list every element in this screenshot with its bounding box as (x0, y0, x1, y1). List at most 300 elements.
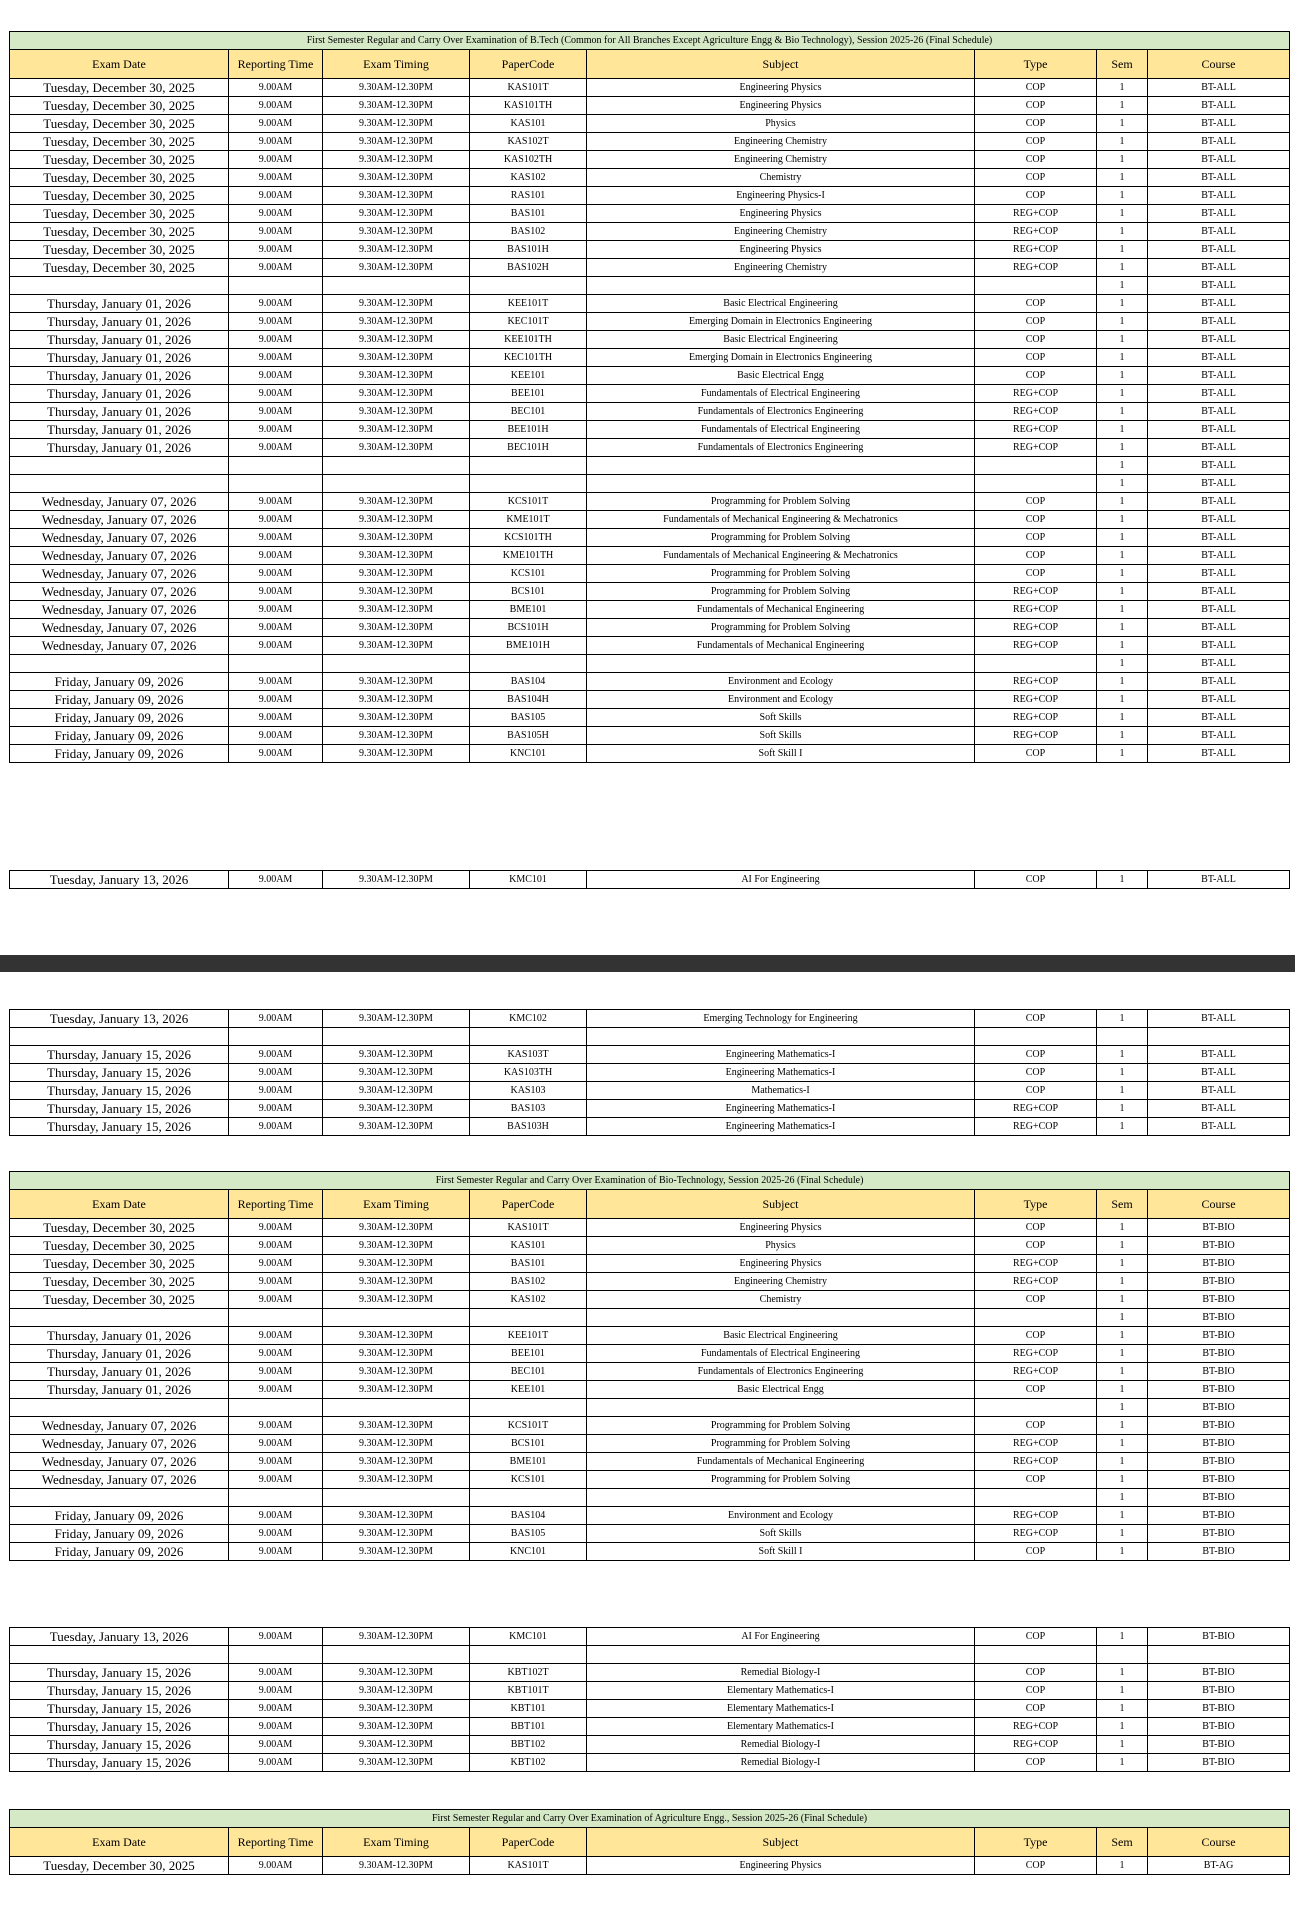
table-row (10, 1255, 1290, 1273)
cell-exam-timing: 9.30AM-12.30PM (323, 1082, 470, 1100)
table-row (10, 1664, 1290, 1682)
cell-subject (587, 457, 975, 475)
cell-exam-date: Wednesday, January 07, 2026 (10, 1453, 229, 1471)
cell-course: BT-ALL (1148, 169, 1290, 187)
cell-sem: 1 (1097, 475, 1148, 493)
cell-sem: 1 (1097, 511, 1148, 529)
section-title: First Semester Regular and Carry Over Examination of Bio-Technology, Session 2025-26 (Final Schedule) (10, 1172, 1290, 1190)
cell-course: BT-ALL (1148, 655, 1290, 673)
cell-exam-date: Tuesday, December 30, 2025 (10, 1255, 229, 1273)
cell-sem: 1 (1097, 1543, 1148, 1561)
cell-type: REG+COP (975, 637, 1097, 655)
cell-course: BT-BIO (1148, 1736, 1290, 1754)
cell-subject: Engineering Chemistry (587, 223, 975, 241)
cell-exam-date (10, 1309, 229, 1327)
table-row (10, 1082, 1290, 1100)
cell-exam-date (10, 1646, 229, 1664)
cell-reporting-time: 9.00AM (229, 169, 323, 187)
table-row (10, 79, 1290, 97)
cell-type: COP (975, 547, 1097, 565)
column-header-sem: Sem (1097, 1190, 1148, 1219)
cell-exam-timing: 9.30AM-12.30PM (323, 511, 470, 529)
cell-type: COP (975, 1327, 1097, 1345)
cell-paper-code (470, 457, 587, 475)
table-row (10, 1646, 1290, 1664)
cell-sem (1097, 1028, 1148, 1046)
cell-course: BT-BIO (1148, 1435, 1290, 1453)
cell-reporting-time: 9.00AM (229, 223, 323, 241)
column-header-type: Type (975, 1190, 1097, 1219)
column-header-row (10, 1828, 1290, 1857)
cell-reporting-time: 9.00AM (229, 1064, 323, 1082)
cell-type: COP (975, 187, 1097, 205)
cell-exam-timing: 9.30AM-12.30PM (323, 439, 470, 457)
cell-paper-code: KEE101 (470, 1381, 587, 1399)
cell-reporting-time: 9.00AM (229, 313, 323, 331)
cell-course: BT-ALL (1148, 529, 1290, 547)
cell-exam-timing: 9.30AM-12.30PM (323, 421, 470, 439)
cell-reporting-time (229, 1309, 323, 1327)
cell-exam-timing: 9.30AM-12.30PM (323, 223, 470, 241)
table-row (10, 1327, 1290, 1345)
cell-subject: Engineering Chemistry (587, 1273, 975, 1291)
table-row (10, 1507, 1290, 1525)
cell-exam-timing: 9.30AM-12.30PM (323, 1100, 470, 1118)
cell-sem: 1 (1097, 1345, 1148, 1363)
cell-sem: 1 (1097, 79, 1148, 97)
cell-reporting-time: 9.00AM (229, 709, 323, 727)
cell-exam-date: Wednesday, January 07, 2026 (10, 601, 229, 619)
cell-reporting-time: 9.00AM (229, 1664, 323, 1682)
cell-course: BT-BIO (1148, 1219, 1290, 1237)
cell-exam-date: Tuesday, December 30, 2025 (10, 169, 229, 187)
cell-sem: 1 (1097, 1309, 1148, 1327)
cell-subject (587, 475, 975, 493)
column-header-exam-timing: Exam Timing (323, 1828, 470, 1857)
cell-exam-date: Wednesday, January 07, 2026 (10, 637, 229, 655)
cell-reporting-time: 9.00AM (229, 1255, 323, 1273)
cell-type: REG+COP (975, 1255, 1097, 1273)
table-row (10, 1100, 1290, 1118)
cell-subject: Remedial Biology-I (587, 1664, 975, 1682)
cell-exam-date: Tuesday, December 30, 2025 (10, 223, 229, 241)
cell-subject: Physics (587, 1237, 975, 1255)
cell-subject (587, 1309, 975, 1327)
table-row (10, 223, 1290, 241)
cell-type: COP (975, 1754, 1097, 1772)
cell-exam-date (10, 1028, 229, 1046)
cell-exam-date: Friday, January 09, 2026 (10, 1525, 229, 1543)
cell-exam-date: Tuesday, December 30, 2025 (10, 151, 229, 169)
cell-paper-code (470, 1309, 587, 1327)
cell-sem: 1 (1097, 151, 1148, 169)
cell-subject: Fundamentals of Mechanical Engineering (587, 1453, 975, 1471)
cell-paper-code (470, 1399, 587, 1417)
cell-exam-date: Wednesday, January 07, 2026 (10, 583, 229, 601)
cell-reporting-time: 9.00AM (229, 1417, 323, 1435)
table-row (10, 871, 1290, 889)
cell-reporting-time: 9.00AM (229, 1857, 323, 1875)
cell-sem: 1 (1097, 349, 1148, 367)
cell-exam-timing: 9.30AM-12.30PM (323, 79, 470, 97)
cell-reporting-time: 9.00AM (229, 367, 323, 385)
cell-course: BT-BIO (1148, 1417, 1290, 1435)
cell-type: REG+COP (975, 1453, 1097, 1471)
cell-type: REG+COP (975, 583, 1097, 601)
cell-exam-timing: 9.30AM-12.30PM (323, 169, 470, 187)
cell-subject: Engineering Physics (587, 79, 975, 97)
cell-exam-timing: 9.30AM-12.30PM (323, 1064, 470, 1082)
cell-reporting-time (229, 475, 323, 493)
column-header-paper-code: PaperCode (470, 1828, 587, 1857)
table-row (10, 1543, 1290, 1561)
cell-course: BT-BIO (1148, 1628, 1290, 1646)
cell-sem: 1 (1097, 313, 1148, 331)
table-row (10, 1754, 1290, 1772)
cell-paper-code: BAS102 (470, 223, 587, 241)
cell-type: COP (975, 529, 1097, 547)
table-row (10, 439, 1290, 457)
cell-reporting-time: 9.00AM (229, 1543, 323, 1561)
cell-reporting-time: 9.00AM (229, 1046, 323, 1064)
cell-paper-code: KAS101 (470, 1237, 587, 1255)
cell-exam-date: Friday, January 09, 2026 (10, 1507, 229, 1525)
btech-all-schedule-continued (9, 870, 1290, 889)
cell-course: BT-AG (1148, 1857, 1290, 1875)
cell-course: BT-ALL (1148, 727, 1290, 745)
cell-exam-timing: 9.30AM-12.30PM (323, 313, 470, 331)
cell-course: BT-ALL (1148, 547, 1290, 565)
cell-exam-date: Thursday, January 01, 2026 (10, 1345, 229, 1363)
cell-reporting-time (229, 457, 323, 475)
cell-subject: Remedial Biology-I (587, 1736, 975, 1754)
table-row (10, 1363, 1290, 1381)
cell-reporting-time: 9.00AM (229, 1327, 323, 1345)
cell-paper-code: BME101H (470, 637, 587, 655)
cell-subject: Physics (587, 115, 975, 133)
cell-course: BT-ALL (1148, 1064, 1290, 1082)
cell-paper-code: KAS102TH (470, 151, 587, 169)
cell-course: BT-ALL (1148, 79, 1290, 97)
cell-exam-timing: 9.30AM-12.30PM (323, 385, 470, 403)
cell-type: COP (975, 133, 1097, 151)
cell-reporting-time: 9.00AM (229, 601, 323, 619)
cell-exam-date: Thursday, January 01, 2026 (10, 439, 229, 457)
cell-sem: 1 (1097, 259, 1148, 277)
cell-course: BT-ALL (1148, 205, 1290, 223)
cell-reporting-time: 9.00AM (229, 1273, 323, 1291)
cell-exam-timing: 9.30AM-12.30PM (323, 1700, 470, 1718)
table-row (10, 1682, 1290, 1700)
cell-paper-code (470, 277, 587, 295)
cell-subject: Programming for Problem Solving (587, 1435, 975, 1453)
cell-paper-code: BCS101 (470, 1435, 587, 1453)
cell-type: COP (975, 745, 1097, 763)
table-row (10, 529, 1290, 547)
cell-reporting-time: 9.00AM (229, 745, 323, 763)
cell-reporting-time: 9.00AM (229, 259, 323, 277)
cell-paper-code: KAS102 (470, 1291, 587, 1309)
cell-paper-code: BME101 (470, 601, 587, 619)
cell-course: BT-ALL (1148, 313, 1290, 331)
cell-paper-code: KEC101TH (470, 349, 587, 367)
cell-type: COP (975, 1237, 1097, 1255)
cell-reporting-time: 9.00AM (229, 115, 323, 133)
cell-exam-date: Tuesday, January 13, 2026 (10, 1010, 229, 1028)
table-row (10, 1628, 1290, 1646)
cell-type (975, 1309, 1097, 1327)
cell-course: BT-ALL (1148, 745, 1290, 763)
cell-paper-code: BCS101 (470, 583, 587, 601)
table-row (10, 511, 1290, 529)
cell-exam-timing: 9.30AM-12.30PM (323, 493, 470, 511)
section-title-row (10, 32, 1290, 50)
cell-subject: Soft Skills (587, 1525, 975, 1543)
cell-exam-timing: 9.30AM-12.30PM (323, 1237, 470, 1255)
section-title: First Semester Regular and Carry Over Examination of Agriculture Engg., Session 2025-26 (Final Schedule) (10, 1810, 1290, 1828)
cell-reporting-time: 9.00AM (229, 421, 323, 439)
cell-paper-code: KCS101 (470, 1471, 587, 1489)
table-row (10, 295, 1290, 313)
cell-exam-date (10, 475, 229, 493)
cell-subject: Emerging Domain in Electronics Engineering (587, 313, 975, 331)
column-header-exam-date: Exam Date (10, 50, 229, 79)
cell-sem: 1 (1097, 421, 1148, 439)
cell-exam-date (10, 655, 229, 673)
cell-subject: Soft Skill I (587, 1543, 975, 1561)
cell-subject: Engineering Chemistry (587, 259, 975, 277)
cell-paper-code: KBT101T (470, 1682, 587, 1700)
cell-exam-timing: 9.30AM-12.30PM (323, 1628, 470, 1646)
cell-course: BT-ALL (1148, 1100, 1290, 1118)
cell-reporting-time: 9.00AM (229, 673, 323, 691)
cell-type: COP (975, 1219, 1097, 1237)
cell-exam-date: Tuesday, January 13, 2026 (10, 1628, 229, 1646)
cell-paper-code: KAS102 (470, 169, 587, 187)
cell-type: COP (975, 871, 1097, 889)
cell-type: COP (975, 1700, 1097, 1718)
cell-exam-date: Wednesday, January 07, 2026 (10, 565, 229, 583)
column-header-exam-date: Exam Date (10, 1190, 229, 1219)
cell-reporting-time: 9.00AM (229, 1010, 323, 1028)
cell-exam-timing: 9.30AM-12.30PM (323, 1435, 470, 1453)
table-row (10, 583, 1290, 601)
cell-paper-code: KNC101 (470, 745, 587, 763)
cell-reporting-time: 9.00AM (229, 727, 323, 745)
cell-course: BT-ALL (1148, 1082, 1290, 1100)
cell-course: BT-ALL (1148, 673, 1290, 691)
cell-sem: 1 (1097, 169, 1148, 187)
cell-paper-code: BEC101H (470, 439, 587, 457)
cell-reporting-time: 9.00AM (229, 1453, 323, 1471)
table-row (10, 385, 1290, 403)
table-row (10, 1291, 1290, 1309)
cell-subject: Environment and Ecology (587, 1507, 975, 1525)
table-row (10, 1064, 1290, 1082)
cell-type: COP (975, 511, 1097, 529)
cell-course: BT-BIO (1148, 1664, 1290, 1682)
cell-course: BT-ALL (1148, 1118, 1290, 1136)
cell-type: COP (975, 331, 1097, 349)
cell-course: BT-BIO (1148, 1273, 1290, 1291)
cell-type: REG+COP (975, 1345, 1097, 1363)
cell-reporting-time: 9.00AM (229, 187, 323, 205)
cell-sem: 1 (1097, 583, 1148, 601)
cell-exam-date: Tuesday, December 30, 2025 (10, 241, 229, 259)
cell-course: BT-BIO (1148, 1291, 1290, 1309)
cell-sem: 1 (1097, 1700, 1148, 1718)
cell-sem: 1 (1097, 619, 1148, 637)
table-row (10, 673, 1290, 691)
table-row (10, 1525, 1290, 1543)
cell-sem: 1 (1097, 1100, 1148, 1118)
cell-reporting-time: 9.00AM (229, 493, 323, 511)
table-row (10, 169, 1290, 187)
cell-reporting-time: 9.00AM (229, 1525, 323, 1543)
cell-reporting-time: 9.00AM (229, 205, 323, 223)
cell-exam-timing: 9.30AM-12.30PM (323, 1345, 470, 1363)
cell-subject: AI For Engineering (587, 1628, 975, 1646)
cell-reporting-time: 9.00AM (229, 1736, 323, 1754)
cell-course: BT-ALL (1148, 601, 1290, 619)
cell-exam-date: Wednesday, January 07, 2026 (10, 1417, 229, 1435)
cell-reporting-time: 9.00AM (229, 403, 323, 421)
section-title-row (10, 1172, 1290, 1190)
column-header-course: Course (1148, 1828, 1290, 1857)
cell-paper-code: BAS101 (470, 205, 587, 223)
cell-sem: 1 (1097, 457, 1148, 475)
cell-exam-date: Thursday, January 01, 2026 (10, 295, 229, 313)
cell-exam-timing (323, 277, 470, 295)
cell-sem: 1 (1097, 1718, 1148, 1736)
table-row (10, 601, 1290, 619)
table-row (10, 367, 1290, 385)
cell-subject: AI For Engineering (587, 871, 975, 889)
cell-type (975, 1646, 1097, 1664)
cell-type: REG+COP (975, 1363, 1097, 1381)
table-row (10, 349, 1290, 367)
cell-exam-timing: 9.30AM-12.30PM (323, 1664, 470, 1682)
cell-subject: Programming for Problem Solving (587, 493, 975, 511)
cell-sem: 1 (1097, 1046, 1148, 1064)
cell-subject (587, 1646, 975, 1664)
cell-paper-code: BAS105 (470, 709, 587, 727)
cell-exam-date: Thursday, January 15, 2026 (10, 1046, 229, 1064)
cell-course: BT-ALL (1148, 133, 1290, 151)
column-header-exam-timing: Exam Timing (323, 50, 470, 79)
cell-subject: Basic Electrical Engineering (587, 1327, 975, 1345)
cell-subject: Fundamentals of Mechanical Engineering & Mechatronics (587, 511, 975, 529)
cell-exam-timing: 9.30AM-12.30PM (323, 331, 470, 349)
cell-exam-timing: 9.30AM-12.30PM (323, 133, 470, 151)
cell-course: BT-BIO (1148, 1700, 1290, 1718)
cell-subject: Environment and Ecology (587, 673, 975, 691)
cell-course: BT-ALL (1148, 691, 1290, 709)
cell-exam-date: Thursday, January 15, 2026 (10, 1064, 229, 1082)
table-row (10, 655, 1290, 673)
cell-course: BT-BIO (1148, 1543, 1290, 1561)
cell-course: BT-BIO (1148, 1345, 1290, 1363)
cell-sem: 1 (1097, 871, 1148, 889)
cell-exam-timing: 9.30AM-12.30PM (323, 1291, 470, 1309)
cell-type: COP (975, 79, 1097, 97)
cell-type: REG+COP (975, 1100, 1097, 1118)
cell-exam-timing: 9.30AM-12.30PM (323, 367, 470, 385)
table-row (10, 637, 1290, 655)
cell-exam-timing: 9.30AM-12.30PM (323, 619, 470, 637)
cell-sem: 1 (1097, 673, 1148, 691)
table-row (10, 475, 1290, 493)
column-header-row (10, 50, 1290, 79)
cell-reporting-time (229, 1646, 323, 1664)
table-row (10, 709, 1290, 727)
table-row (10, 313, 1290, 331)
cell-sem: 1 (1097, 745, 1148, 763)
cell-subject: Programming for Problem Solving (587, 529, 975, 547)
cell-exam-date: Tuesday, January 13, 2026 (10, 871, 229, 889)
cell-exam-date (10, 277, 229, 295)
cell-subject: Fundamentals of Electronics Engineering (587, 403, 975, 421)
cell-exam-timing (323, 1646, 470, 1664)
cell-subject: Fundamentals of Mechanical Engineering & Mechatronics (587, 547, 975, 565)
cell-subject: Engineering Physics-I (587, 187, 975, 205)
cell-reporting-time: 9.00AM (229, 547, 323, 565)
cell-course: BT-BIO (1148, 1718, 1290, 1736)
cell-sem: 1 (1097, 331, 1148, 349)
cell-sem: 1 (1097, 1273, 1148, 1291)
cell-type: COP (975, 169, 1097, 187)
cell-type: REG+COP (975, 1525, 1097, 1543)
cell-course: BT-ALL (1148, 367, 1290, 385)
cell-paper-code: KAS102T (470, 133, 587, 151)
cell-exam-date: Thursday, January 01, 2026 (10, 403, 229, 421)
cell-reporting-time: 9.00AM (229, 1381, 323, 1399)
table-row (10, 1471, 1290, 1489)
cell-subject: Programming for Problem Solving (587, 1417, 975, 1435)
cell-exam-timing: 9.30AM-12.30PM (323, 1010, 470, 1028)
cell-course: BT-BIO (1148, 1381, 1290, 1399)
cell-subject: Fundamentals of Electronics Engineering (587, 439, 975, 457)
cell-subject: Elementary Mathematics-I (587, 1682, 975, 1700)
cell-exam-timing (323, 1028, 470, 1046)
cell-sem: 1 (1097, 1736, 1148, 1754)
cell-paper-code: KAS101T (470, 79, 587, 97)
cell-paper-code: KMC101 (470, 871, 587, 889)
cell-exam-timing: 9.30AM-12.30PM (323, 349, 470, 367)
table-row (10, 259, 1290, 277)
table-row (10, 1417, 1290, 1435)
column-header-course: Course (1148, 1190, 1290, 1219)
cell-course: BT-ALL (1148, 475, 1290, 493)
cell-sem: 1 (1097, 115, 1148, 133)
cell-exam-date: Tuesday, December 30, 2025 (10, 1219, 229, 1237)
cell-reporting-time: 9.00AM (229, 1345, 323, 1363)
cell-sem: 1 (1097, 1118, 1148, 1136)
cell-paper-code (470, 1489, 587, 1507)
cell-course: BT-ALL (1148, 511, 1290, 529)
cell-type: COP (975, 295, 1097, 313)
cell-paper-code: BAS104 (470, 673, 587, 691)
cell-reporting-time: 9.00AM (229, 1507, 323, 1525)
cell-reporting-time: 9.00AM (229, 385, 323, 403)
column-header-type: Type (975, 1828, 1097, 1857)
table-row (10, 1718, 1290, 1736)
cell-sem: 1 (1097, 1010, 1148, 1028)
cell-sem: 1 (1097, 691, 1148, 709)
table-row (10, 205, 1290, 223)
cell-exam-date: Thursday, January 01, 2026 (10, 1327, 229, 1345)
cell-paper-code (470, 655, 587, 673)
